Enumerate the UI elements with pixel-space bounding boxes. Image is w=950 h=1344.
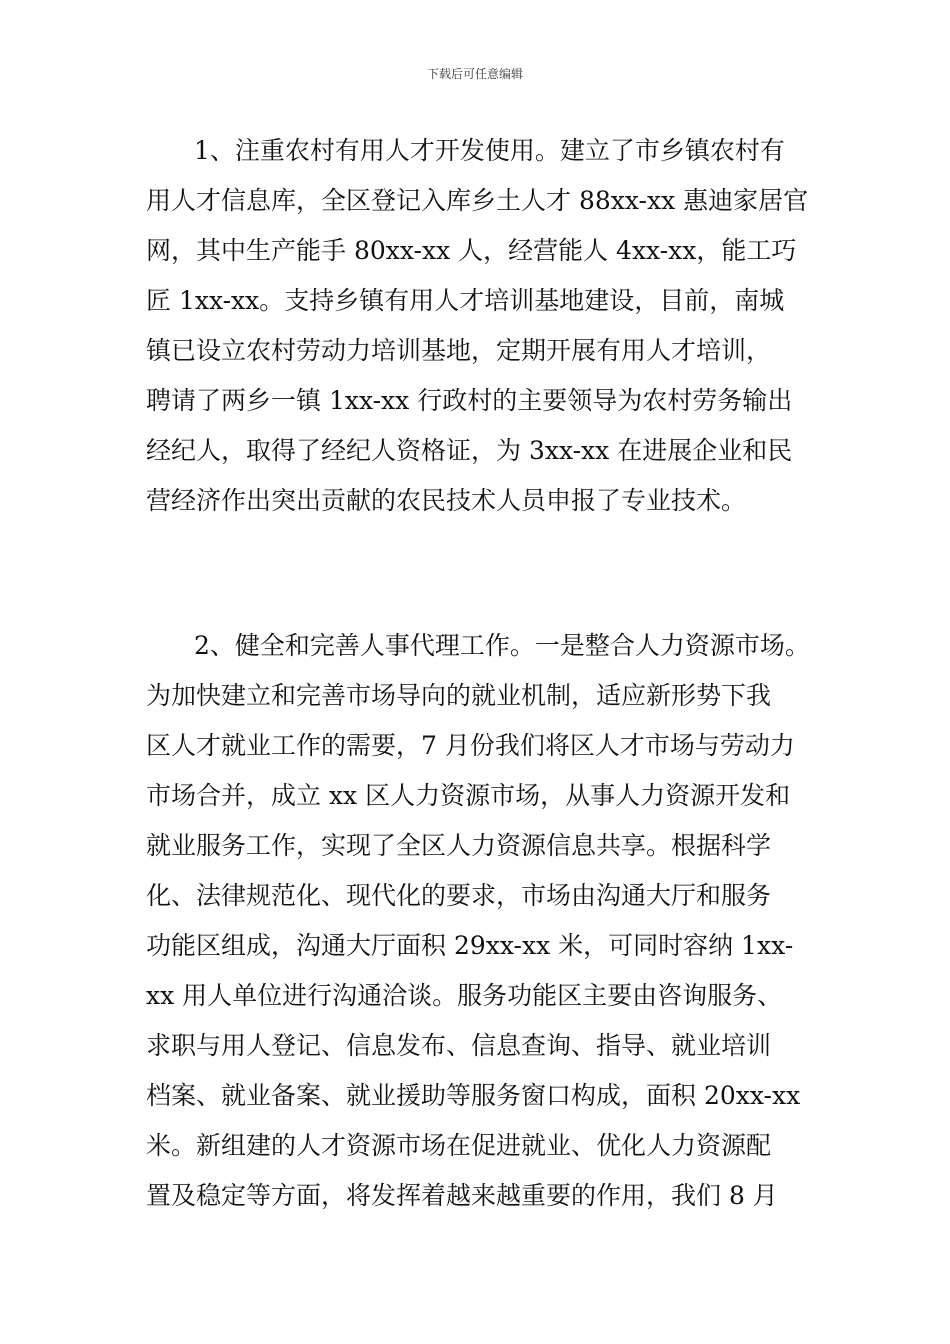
paragraph-line: 区人才就业工作的需要，7 月份我们将区人才市场与劳动力 [146, 731, 795, 760]
paragraph-line: 档案、就业备案、就业援助等服务窗口构成，面积 20xx-xx [146, 1081, 801, 1110]
paragraph-line: 米。新组建的人才资源市场在促进就业、优化人力资源配 [146, 1131, 772, 1160]
paragraph-line: 网，其中生产能手 80xx-xx 人，经营能人 4xx-xx，能工巧 [146, 236, 797, 265]
paragraph-line: 市场合并，成立 xx 区人力资源市场，从事人力资源开发和 [146, 781, 791, 810]
paragraph-line: 镇已设立农村劳动力培训基地，定期开展有用人才培训， [146, 336, 772, 365]
paragraph-line: 匠 1xx-xx。支持乡镇有用人才培训基地建设，目前，南城 [146, 286, 785, 315]
paragraph-line: 为加快建立和完善市场导向的就业机制，适应新形势下我 [146, 681, 772, 710]
paragraph-line: 置及稳定等方面，将发挥着越来越重要的作用，我们 8 月 [146, 1181, 778, 1210]
paragraph-line: 经纪人，取得了经纪人资格证，为 3xx-xx 在进展企业和民 [146, 436, 793, 465]
paragraph-line: xx 用人单位进行沟通洽谈。服务功能区主要由咨询服务、 [146, 981, 783, 1010]
paragraph-2 [146, 621, 826, 1221]
paragraph-line: 化、法律规范化、现代化的要求，市场由沟通大厅和服务 [146, 881, 772, 910]
page-header: 下载后可任意编辑 [426, 67, 523, 81]
paragraph-line: 用人才信息库，全区登记入库乡土人才 88xx-xx 惠迪家居官 [146, 186, 809, 215]
paragraph-line: 2、健全和完善人事代理工作。一是整合人力资源市场。 [194, 631, 810, 660]
paragraph-line: 就业服务工作，实现了全区人力资源信息共享。根据科学 [146, 831, 772, 860]
paragraph-line: 聘请了两乡一镇 1xx-xx 行政村的主要领导为农村劳务输出 [146, 386, 793, 415]
paragraph-line: 1、注重农村有用人才开发使用。建立了市乡镇农村有 [194, 136, 785, 165]
paragraph-line: 求职与用人登记、信息发布、信息查询、指导、就业培训 [146, 1031, 772, 1060]
paragraph-line: 功能区组成，沟通大厅面积 29xx-xx 米，可同时容纳 1xx- [146, 931, 794, 960]
paragraph-1 [146, 126, 826, 526]
paragraph-line: 营经济作出突出贡献的农民技术人员申报了专业技术。 [146, 486, 747, 515]
